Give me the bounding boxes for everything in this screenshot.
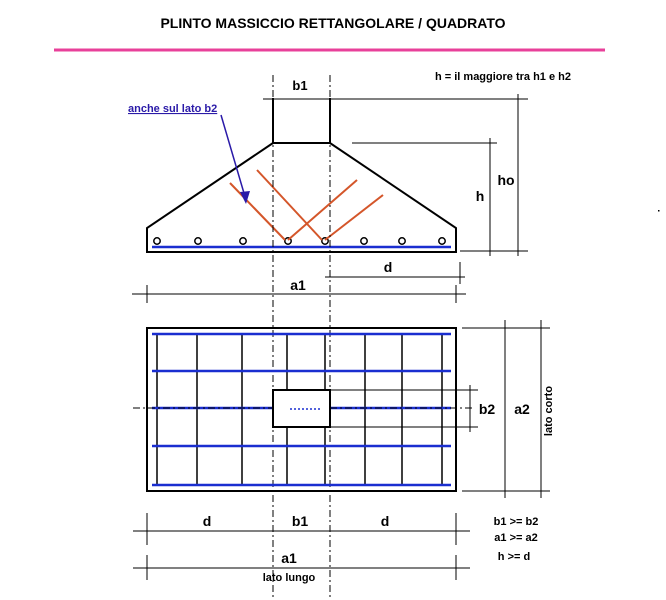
h-label: h	[475, 188, 485, 204]
b2-label: b2	[478, 401, 496, 417]
d-label-right: d	[380, 513, 390, 529]
footing-outline	[147, 143, 456, 252]
anche-label: anche sul lato b2	[128, 103, 218, 115]
lato-lungo-label: lato lungo	[262, 572, 316, 584]
condition-b1-b2: b1 >= b2	[493, 516, 539, 528]
stress-lines	[230, 170, 383, 240]
rebar-circle	[399, 238, 405, 244]
rebar-circle	[195, 238, 201, 244]
lato-corto-label: lato corto	[543, 385, 555, 437]
rebar-circle	[439, 238, 445, 244]
d-label-left: d	[202, 513, 212, 529]
rebar-circle	[154, 238, 160, 244]
stress-line	[325, 195, 383, 240]
condition-h-d: h >= d	[497, 551, 531, 563]
rebar-circles	[154, 238, 445, 244]
stray-mark	[658, 210, 660, 212]
ho-label: ho	[497, 172, 515, 188]
a2-label: a2	[514, 401, 530, 417]
condition-a1-a2: a1 >= a2	[494, 532, 538, 544]
conditions	[494, 516, 539, 563]
d-label-section: d	[383, 259, 393, 275]
note-h: h = il maggiore tra h1 e h2	[434, 71, 572, 83]
column-footprint	[273, 390, 330, 427]
b1-label-plan: b1	[291, 513, 309, 529]
stress-line	[257, 170, 322, 240]
rebar-circle	[240, 238, 246, 244]
a1-label-plan: a1	[281, 550, 297, 566]
plan-view	[133, 320, 555, 584]
a1-label-section: a1	[290, 277, 306, 293]
stress-line	[288, 180, 357, 240]
rebar-circle	[361, 238, 367, 244]
page-title: PLINTO MASSICCIO RETTANGOLARE / QUADRATO	[160, 15, 506, 31]
b1-label: b1	[292, 78, 308, 93]
